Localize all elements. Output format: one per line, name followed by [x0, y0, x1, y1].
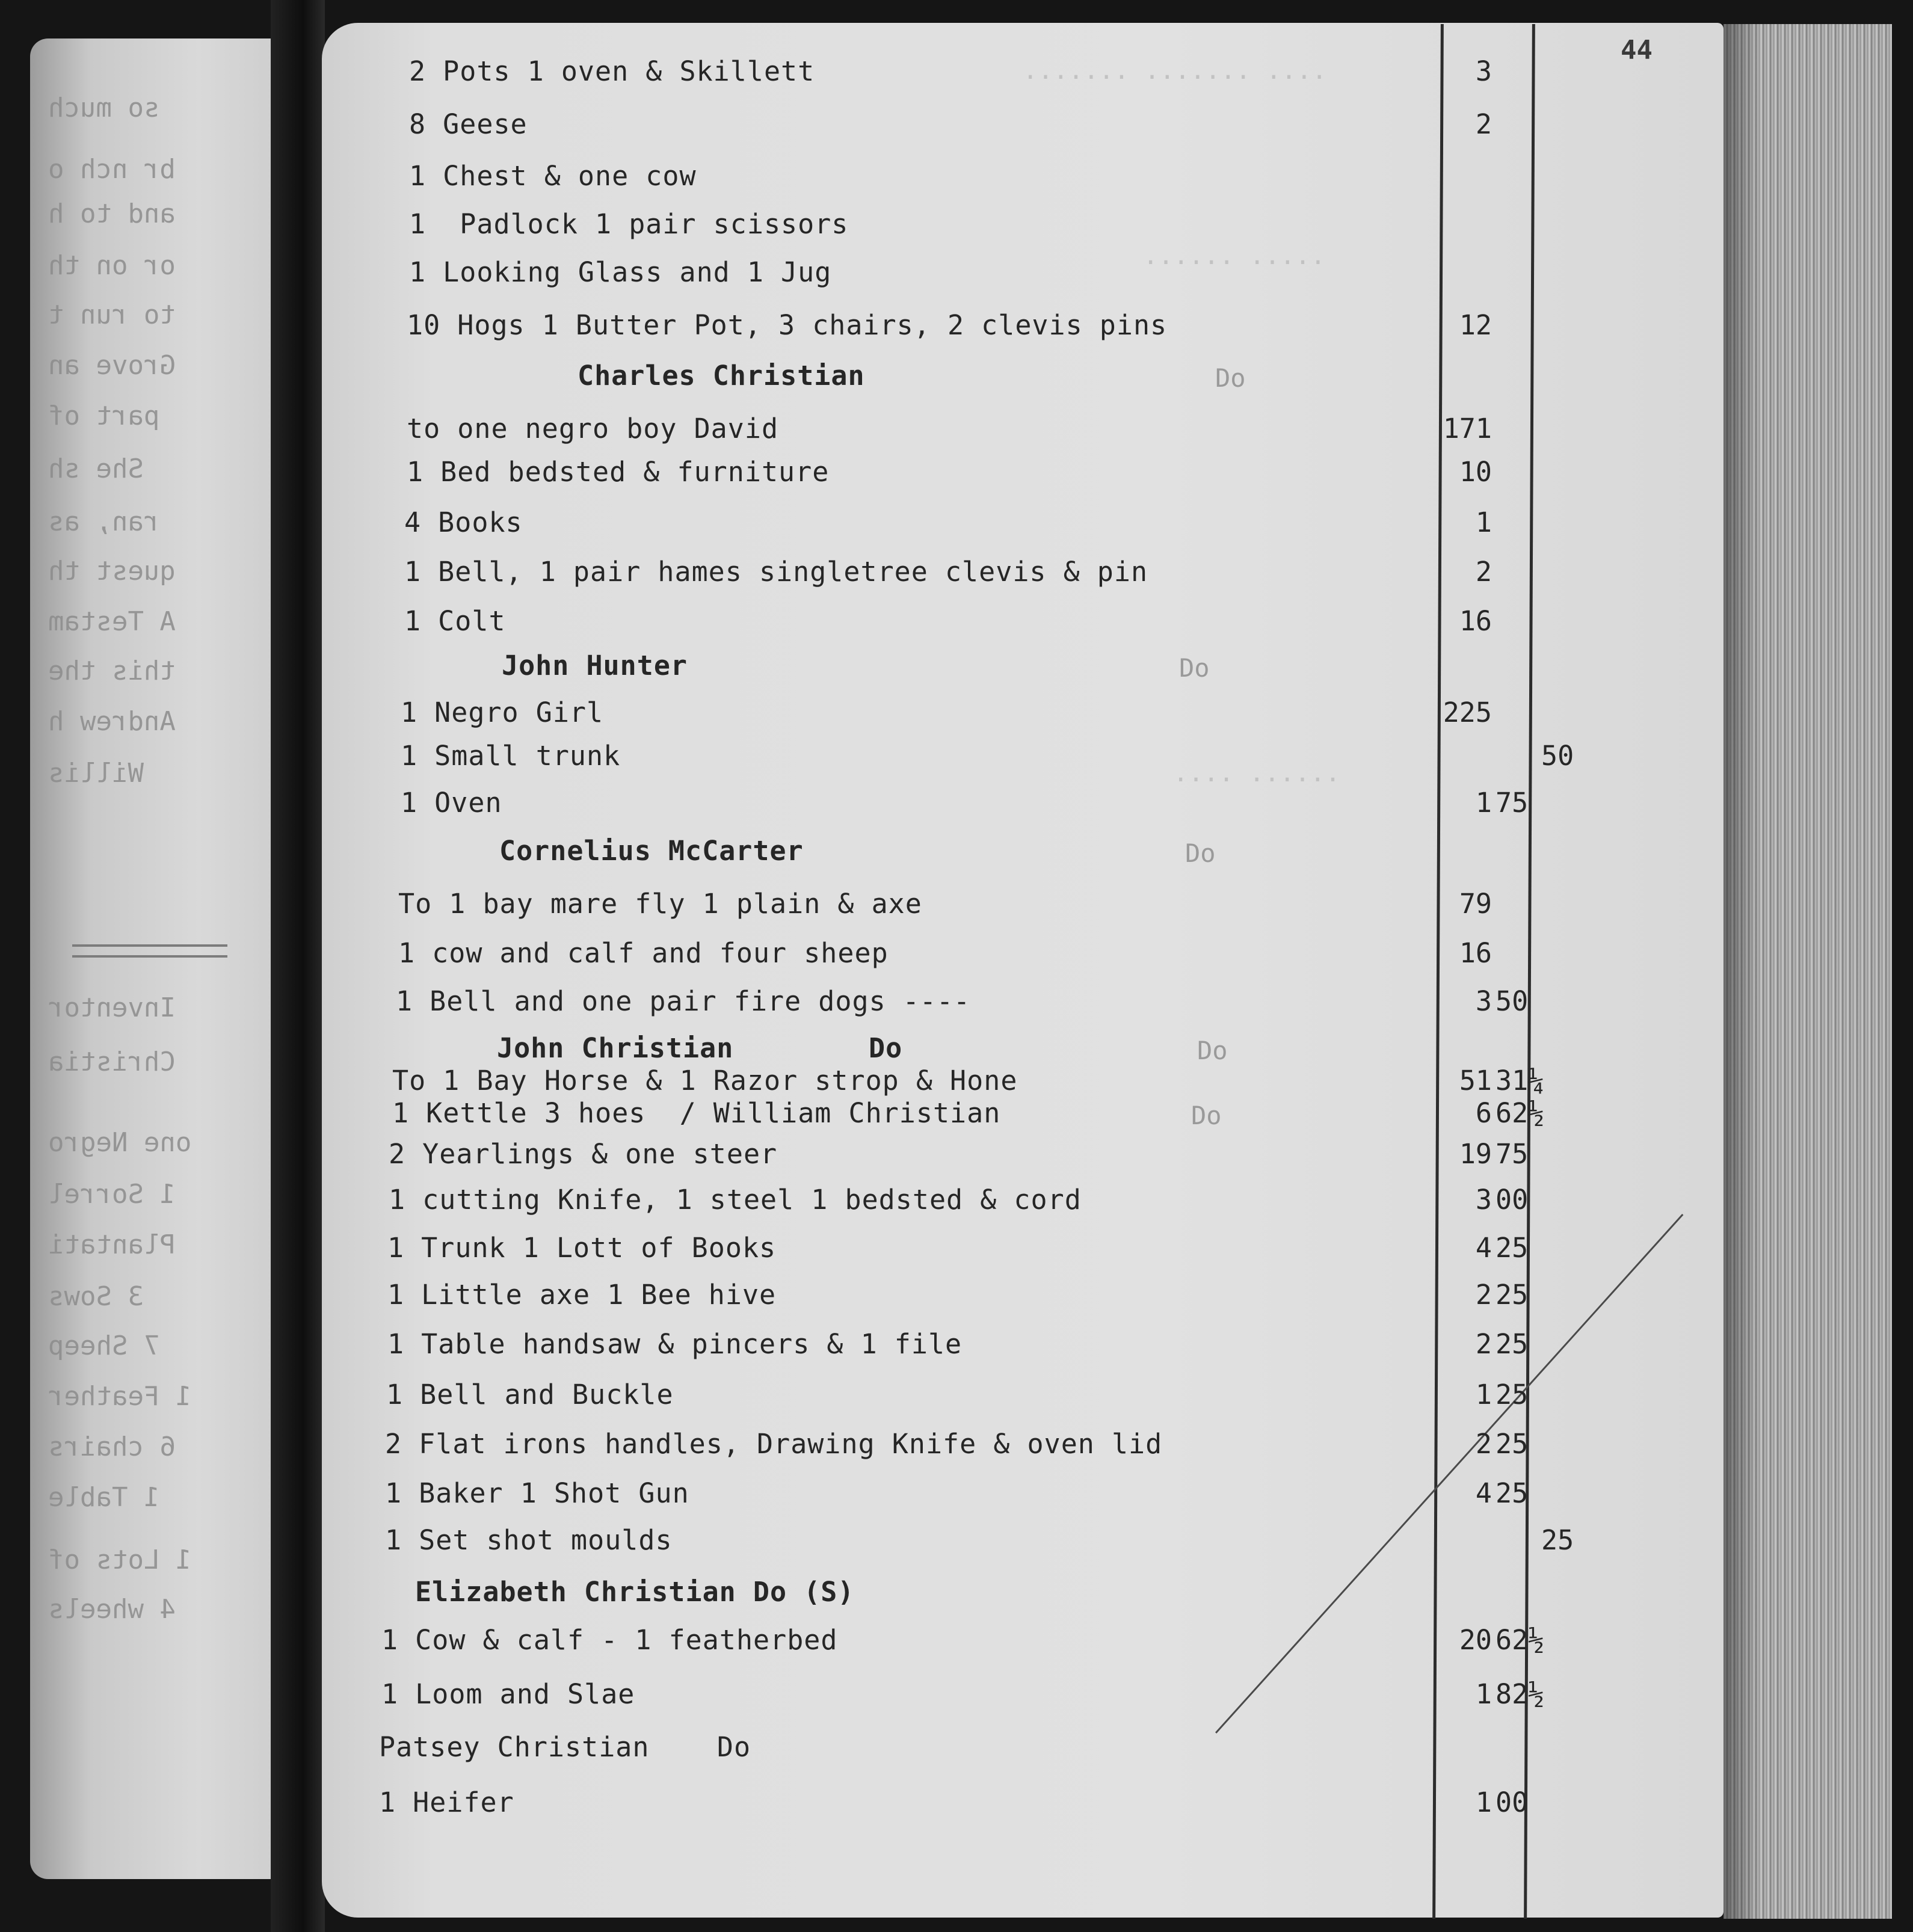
ledger-entry: Patsey Christian Do [379, 1731, 751, 1763]
ditto-mark: Do [1185, 838, 1216, 868]
ditto-mark: Do [1179, 653, 1210, 683]
dollars-amount: 1 [1475, 787, 1492, 819]
dollars-amount: 1 [1475, 1678, 1492, 1710]
cents-amount: 75 [1496, 787, 1529, 819]
ledger-entry: 1 Chest & one cow [409, 160, 697, 192]
dollars-amount: 19 [1459, 1138, 1492, 1170]
ledger-entry: 1 Bed bedsted & furniture [407, 456, 830, 488]
ledger-entry: 1 Little axe 1 Bee hive [387, 1279, 777, 1311]
cents-amount: 25 [1541, 1524, 1574, 1556]
cents-amount: 25 [1496, 1428, 1529, 1460]
dollars-amount: 2 [1475, 1279, 1492, 1311]
facing-page-line: 1 Sorrel [48, 1179, 176, 1210]
ledger-entry: 1 cutting Knife, 1 steel 1 bedsted & cord [389, 1184, 1082, 1216]
facing-page-line: 7 Sheep [48, 1331, 160, 1361]
ledger-heading: John Christian Do [497, 1032, 903, 1064]
dollars-amount: 171 [1443, 413, 1492, 445]
ledger-entry: To 1 bay mare fly 1 plain & axe [398, 888, 922, 920]
facing-page [30, 38, 271, 1879]
ledger-entry: 1 Bell and one pair fire dogs ---- [396, 985, 971, 1017]
ledger-entry: 1 Negro Girl [401, 697, 604, 728]
cents-amount: 25 [1496, 1279, 1529, 1311]
ditto-mark: Do [1215, 363, 1246, 393]
facing-page-line: Grove an [48, 350, 176, 381]
ledger-entry: 1 Baker 1 Shot Gun [385, 1477, 689, 1509]
ledger-entry: 1 cow and calf and four sheep [398, 937, 889, 969]
ledger-entry: 2 Flat irons handles, Drawing Knife & oven lid [385, 1428, 1163, 1460]
ledger-entry: 8 Geese [409, 108, 528, 140]
book-gutter [271, 0, 325, 1932]
ledger-entry: 2 Pots 1 oven & Skillett [409, 55, 815, 87]
facing-page-line: She sh [48, 454, 144, 484]
dollars-amount: 2 [1475, 1328, 1492, 1360]
facing-page-line: 1 Lots of [48, 1545, 192, 1575]
bleed-through-text: ...... .... [1173, 758, 1341, 787]
cents-amount: 82½ [1496, 1678, 1545, 1710]
facing-page-rule [72, 955, 227, 958]
dollars-amount: 3 [1475, 1184, 1492, 1216]
dollars-amount: 2 [1475, 1428, 1492, 1460]
cents-amount: 62½ [1496, 1097, 1545, 1129]
ledger-entry: 1 Oven [401, 787, 502, 819]
dollars-amount: 16 [1459, 605, 1492, 637]
dollars-amount: 1 [1475, 1379, 1492, 1411]
ledger-entry: 1 Table handsaw & pincers & 1 file [387, 1328, 963, 1360]
cents-amount: 25 [1496, 1232, 1529, 1264]
cents-amount: 31¼ [1496, 1065, 1545, 1097]
facing-page-line: one Negro [48, 1127, 192, 1158]
facing-page-line: to run t [48, 300, 176, 330]
facing-page-line: 3 Sows [48, 1281, 144, 1312]
dollars-amount: 6 [1475, 1097, 1492, 1129]
cents-amount: 25 [1496, 1328, 1529, 1360]
ledger-entry: 1 Trunk 1 Lott of Books [387, 1232, 777, 1264]
dollars-amount: 4 [1475, 1477, 1492, 1509]
ledger-heading: Charles Christian [578, 360, 865, 392]
ledger-entry: 1 Colt [404, 605, 506, 637]
page-edges-shadow [1724, 24, 1760, 1919]
ledger-heading: Elizabeth Christian Do (S) [415, 1576, 855, 1608]
facing-page-line: 1 Table [48, 1482, 160, 1513]
ledger-entry: 1 Bell and Buckle [386, 1379, 674, 1411]
facing-page-line: 1 Feather [48, 1381, 192, 1412]
ledger-entry: 10 Hogs 1 Butter Pot, 3 chairs, 2 clevis pins [407, 309, 1168, 341]
dollars-amount: 3 [1475, 985, 1492, 1017]
dollars-amount: 225 [1443, 697, 1492, 728]
facing-page-line: 4 wheels [48, 1594, 176, 1625]
ledger-entry: 1 Kettle 3 hoes / William Christian [392, 1097, 1001, 1129]
facing-page-line: or on th [48, 250, 176, 281]
ledger-entry: 1 Cow & calf - 1 featherbed [381, 1624, 838, 1656]
facing-page-rule [72, 944, 227, 947]
facing-page-line: Christia [48, 1047, 176, 1077]
facing-page-line: part of [48, 401, 160, 431]
ditto-mark: Do [1197, 1036, 1228, 1065]
cents-amount: 00 [1496, 1786, 1529, 1818]
facing-page-line: Willis [48, 758, 144, 789]
facing-page-line: so much [48, 93, 160, 123]
ledger-entry: 1 Heifer [379, 1786, 514, 1818]
facing-page-line: br nch o [48, 154, 176, 185]
dollars-amount: 4 [1475, 1232, 1492, 1264]
facing-page-line: quest th [48, 556, 176, 586]
page-number: 44 [1621, 35, 1653, 66]
ledger-heading: Cornelius McCarter [499, 835, 804, 867]
ledger-entry: to one negro boy David [407, 413, 779, 445]
dollars-amount: 79 [1459, 888, 1492, 920]
cents-amount: 75 [1496, 1138, 1529, 1170]
cents-amount: 50 [1541, 740, 1574, 772]
dollars-amount: 2 [1475, 108, 1492, 140]
facing-page-line: Plantati [48, 1229, 176, 1260]
cents-amount: 50 [1496, 985, 1529, 1017]
facing-page-line: Inventor [48, 992, 176, 1023]
cents-amount: 00 [1496, 1184, 1529, 1216]
cents-amount: 25 [1496, 1477, 1529, 1509]
dollars-amount: 1 [1475, 506, 1492, 538]
facing-page-line: 6 chairs [48, 1432, 176, 1462]
ledger-entry: 4 Books [404, 506, 523, 538]
ledger-entry: 1 Loom and Slae [381, 1678, 635, 1710]
facing-page-line: and to h [48, 198, 176, 229]
facing-page-line: ran, as [48, 506, 160, 537]
ledger-entry: 1 Looking Glass and 1 Jug [409, 256, 832, 288]
cents-amount: 62½ [1496, 1624, 1545, 1656]
facing-page-line: Andrew h [48, 706, 176, 737]
ledger-entry: 1 Padlock 1 pair scissors [409, 208, 849, 240]
ledger-entry: 1 Small trunk [401, 740, 621, 772]
bleed-through-text: .... ....... ....... [1023, 55, 1327, 85]
dollars-amount: 10 [1459, 456, 1492, 488]
dollars-amount: 12 [1459, 309, 1492, 341]
ledger-entry: To 1 Bay Horse & 1 Razor strop & Hone [392, 1065, 1018, 1097]
dollars-amount: 2 [1475, 556, 1492, 588]
ledger-entry: 1 Set shot moulds [385, 1524, 673, 1556]
ledger-entry: 2 Yearlings & one steer [389, 1138, 778, 1170]
ledger-heading: John Hunter [502, 650, 688, 681]
ditto-mark: Do [1191, 1101, 1222, 1130]
dollars-amount: 20 [1459, 1624, 1492, 1656]
cents-amount: 25 [1496, 1379, 1529, 1411]
facing-page-line: A Testam [48, 606, 176, 637]
facing-page-line: this the [48, 656, 176, 686]
ledger-entry: 1 Bell, 1 pair hames singletree clevis & pin [404, 556, 1148, 588]
dollars-amount: 1 [1475, 1786, 1492, 1818]
bleed-through-text: ..... ...... [1143, 241, 1326, 270]
dollars-amount: 16 [1459, 937, 1492, 969]
dollars-amount: 51 [1459, 1065, 1492, 1097]
dollars-amount: 3 [1475, 55, 1492, 87]
